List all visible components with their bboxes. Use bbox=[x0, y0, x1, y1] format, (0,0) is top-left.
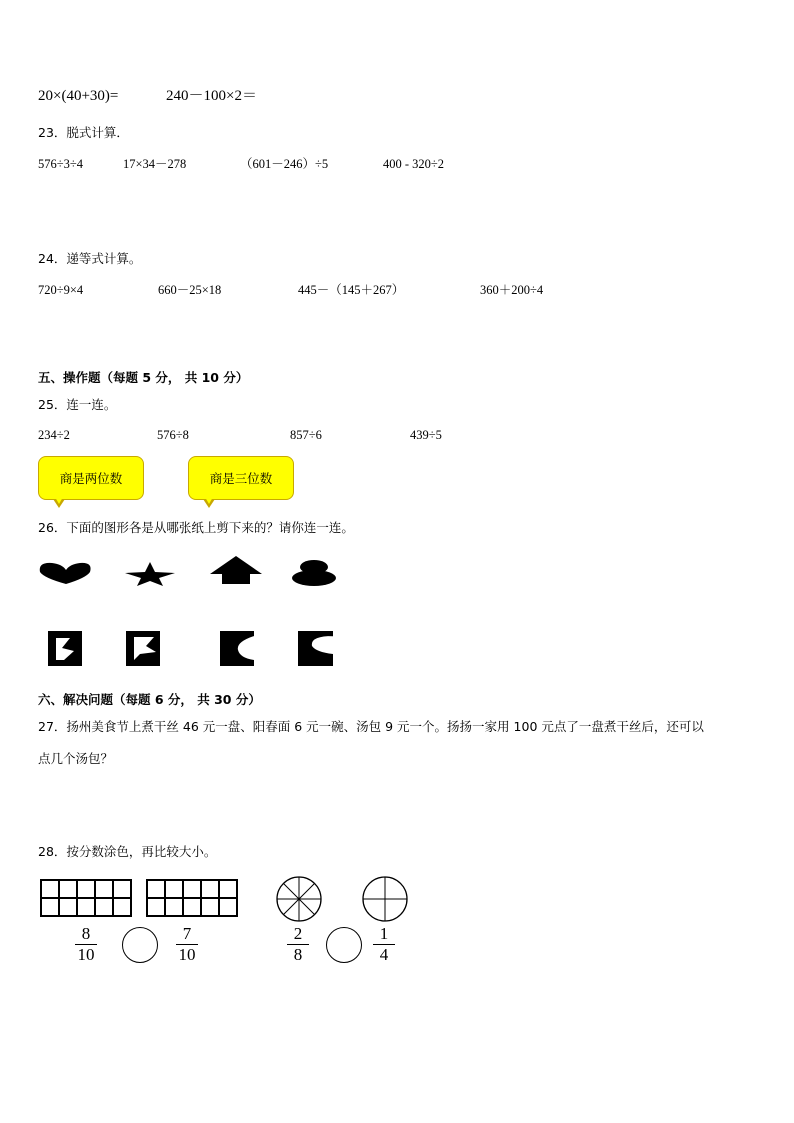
bubble-tail bbox=[53, 499, 65, 508]
bubble-label: 商是两位数 bbox=[59, 471, 123, 486]
star-shape bbox=[125, 562, 175, 586]
q25-item-3: 857÷6 bbox=[290, 428, 322, 442]
q23-item-3: （601－246）÷5 bbox=[240, 157, 329, 171]
compare-circle-1[interactable] bbox=[122, 927, 158, 963]
bubble-tail bbox=[203, 499, 215, 508]
q28-title: 28．按分数涂色，再比较大小。 bbox=[38, 844, 217, 859]
grid-ten-parts-1[interactable] bbox=[40, 879, 132, 917]
section-6-title: 六、解决问题（每题 6 分， 共 30 分） bbox=[38, 692, 261, 707]
q27-line-2: 点几个汤包？ bbox=[38, 751, 114, 766]
fraction-right-2 bbox=[373, 925, 395, 964]
section-5-title: 五、操作题（每题 5 分， 共 10 分） bbox=[38, 370, 249, 385]
q23-item-4: 400 - 320÷2 bbox=[383, 157, 445, 171]
numerator: 1 bbox=[379, 924, 389, 943]
q23-title: 23．脱式计算． bbox=[38, 125, 129, 140]
denominator: 8 bbox=[293, 945, 303, 964]
q23-item-2: 17×34－278 bbox=[123, 157, 187, 171]
numerator: 2 bbox=[293, 924, 303, 943]
numerator: 7 bbox=[182, 924, 192, 943]
q26-title: 26．下面的图形各是从哪张纸上剪下来的？请你连一连。 bbox=[38, 520, 354, 535]
paper-cut-tree bbox=[220, 631, 254, 666]
paper-cut-star bbox=[126, 631, 160, 666]
q23-item-1: 576÷3÷4 bbox=[38, 157, 83, 171]
circle-eight-parts bbox=[277, 877, 321, 921]
q25-title: 25．连一连。 bbox=[38, 397, 117, 412]
q24-title: 24．递等式计算。 bbox=[38, 251, 142, 266]
circle-four-parts bbox=[363, 877, 407, 921]
expression-2: 240－100×2＝ bbox=[166, 88, 257, 104]
q27-line-1: 27．扬州美食节上煮干丝 46 元一盘、阳春面 6 元一碗、汤包 9 元一个。扬扬一家用 100 元点了一盘煮干丝后，还可以 bbox=[38, 719, 704, 734]
paper-cut-heart bbox=[48, 631, 82, 666]
expression-1: 20×(40+30)= bbox=[38, 88, 119, 104]
paper-cut-mushroom bbox=[298, 631, 333, 666]
q25-item-1: 234÷2 bbox=[38, 428, 70, 442]
q28-circles bbox=[270, 873, 420, 925]
q24-item-1: 720÷9×4 bbox=[38, 283, 84, 297]
fraction-right-1 bbox=[176, 925, 198, 964]
q26-figures bbox=[0, 550, 794, 675]
bubble-label: 商是三位数 bbox=[209, 471, 273, 486]
bubble-three-digit[interactable] bbox=[188, 456, 294, 500]
q25-item-2: 576÷8 bbox=[157, 428, 189, 442]
fraction-left-2 bbox=[287, 925, 309, 964]
q24-item-2: 660－25×18 bbox=[158, 283, 222, 297]
denominator: 4 bbox=[379, 945, 389, 964]
numerator: 8 bbox=[81, 924, 91, 943]
heart-shape bbox=[40, 563, 91, 584]
q24-item-3: 445－（145＋267） bbox=[298, 283, 405, 297]
grid-ten-parts-2[interactable] bbox=[146, 879, 238, 917]
fraction-left-1 bbox=[75, 925, 97, 964]
q25-item-4: 439÷5 bbox=[410, 428, 442, 442]
compare-circle-2[interactable] bbox=[326, 927, 362, 963]
bubble-two-digit[interactable] bbox=[38, 456, 144, 500]
tree-shape bbox=[210, 556, 262, 584]
denominator: 10 bbox=[77, 945, 95, 964]
denominator: 10 bbox=[178, 945, 196, 964]
q24-item-4: 360＋200÷4 bbox=[480, 283, 544, 297]
mushroom-shape bbox=[292, 560, 336, 586]
